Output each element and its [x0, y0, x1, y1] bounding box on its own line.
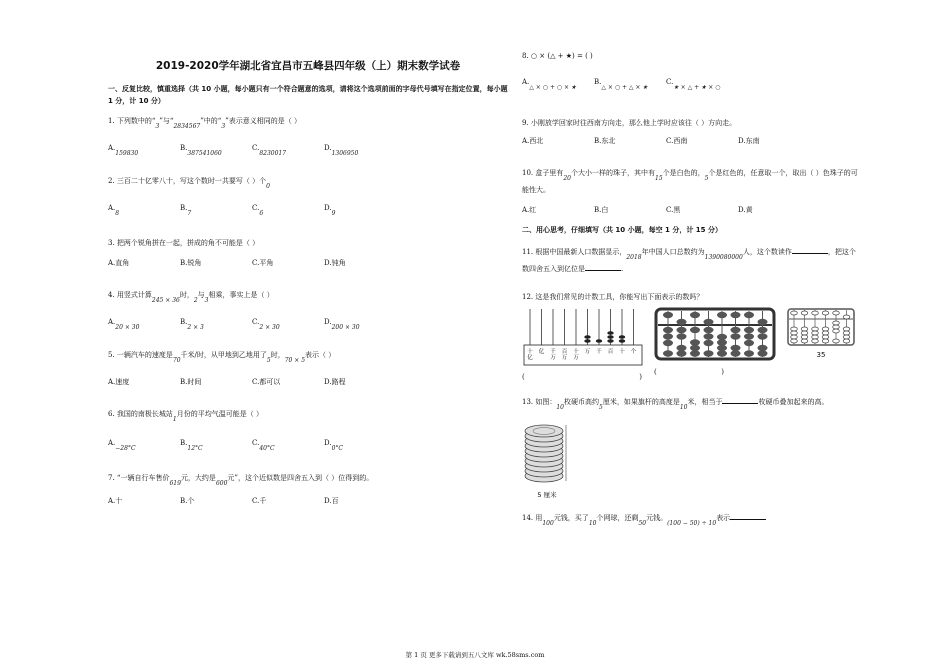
q6-option-c[interactable]: C.40°C	[252, 439, 275, 452]
right-column	[522, 50, 862, 525]
abacus-small-bead	[812, 327, 819, 331]
counter-bead	[584, 335, 590, 339]
abacus-small-bead	[801, 335, 808, 339]
section2-heading: 二、用心思考，仔细填写（共 10 小题，每空 1 分，计 15 分）	[522, 226, 722, 234]
question-2	[108, 175, 508, 215]
abacus-bead	[744, 312, 754, 318]
abacus-small-bead	[822, 311, 829, 315]
q4-option-a[interactable]: A.20 × 30	[108, 318, 140, 331]
q2-option-c[interactable]: C.6	[252, 204, 264, 217]
question-14-stem: 14. 用100元钱，买了10个网球，还剩50元钱。(100 − 50) ÷ 10表示	[522, 511, 862, 525]
q5-option-c[interactable]: C.都可以	[252, 378, 281, 386]
q11-blank-reading[interactable]	[792, 245, 828, 254]
q3-option-a[interactable]: A.直角	[108, 259, 130, 267]
q7-option-a[interactable]: A.十	[108, 497, 123, 505]
page-title: 2019-2020学年湖北省宜昌市五峰县四年级（上）期末数学试卷	[155, 60, 461, 72]
abacus-bead	[717, 350, 727, 356]
abacus-small-bead	[843, 327, 850, 331]
abacus-small-bead	[801, 339, 808, 343]
q8-option-b[interactable]: B.△ × ○ + △ × ★	[594, 78, 648, 91]
abacus-small-bead	[833, 325, 840, 329]
abacus-small-bead	[801, 311, 808, 315]
question-12-stem: 12. 这是我们常见的计数工具，你能写出下面表示的数吗？	[522, 293, 704, 301]
left-column	[108, 50, 508, 507]
abacus-bead	[758, 327, 768, 333]
abacus-bead	[690, 345, 700, 351]
abacus-large-figure	[654, 307, 776, 376]
question-9	[522, 117, 862, 147]
question-3	[108, 237, 508, 269]
abacus-small-bead	[801, 331, 808, 335]
abacus-bead	[717, 334, 727, 340]
q9-option-d[interactable]: D.东南	[738, 137, 760, 145]
abacus-small-bead	[791, 331, 798, 335]
question-3-stem: 3. 把两个锐角拼在一起，拼成的角不可能是（ ）	[108, 239, 260, 247]
counting-tools	[522, 307, 862, 381]
counter-label: 十亿	[527, 349, 533, 361]
abacus-bead	[663, 340, 673, 346]
counter-label: 亿	[538, 349, 545, 355]
q3-option-d[interactable]: D.钝角	[324, 259, 346, 267]
abacus-bead	[677, 333, 687, 339]
q1-text-c: ”中的“	[200, 117, 222, 125]
question-12	[522, 291, 862, 381]
q4-option-c[interactable]: C.2 × 30	[252, 318, 280, 331]
counter-label: 个	[630, 349, 637, 355]
q10-option-a[interactable]: A.红	[522, 206, 537, 214]
q13-blank[interactable]	[722, 395, 758, 404]
abacus-bead	[704, 319, 714, 325]
abacus-bead	[704, 333, 714, 339]
counter-label: 千万	[550, 349, 556, 361]
q3-option-b[interactable]: B.锐角	[180, 259, 202, 267]
coin	[525, 425, 563, 437]
q10-option-c[interactable]: C.黑	[666, 206, 681, 214]
abacus-bead	[677, 350, 687, 356]
q10-option-b[interactable]: B.白	[594, 206, 609, 214]
abacus-small-bead	[791, 339, 798, 343]
q1-n2: 2834567	[173, 123, 201, 130]
question-5	[108, 349, 508, 388]
counter-label: 百万	[561, 349, 568, 361]
abacus-bead	[717, 312, 727, 318]
abacus-bead	[677, 319, 687, 325]
abacus-small-bead	[822, 327, 829, 331]
counter-bead	[619, 339, 625, 343]
question-5-stem: 5. 一辆汽车的速度是70千米/时，从甲地到乙地用了5时，70 × 5表示（ ）	[108, 351, 336, 364]
counter-board	[522, 307, 644, 367]
q4-option-d[interactable]: D.200 × 30	[324, 318, 360, 331]
abacus-bead	[731, 312, 741, 318]
question-5-options	[108, 376, 508, 388]
question-8-options	[522, 76, 862, 89]
abacus-bead	[731, 345, 741, 351]
question-7-options	[108, 495, 508, 507]
abacus-bead	[677, 345, 687, 351]
abacus-answer-paren[interactable]: ( )	[654, 368, 724, 376]
abacus-small-bead	[843, 339, 850, 343]
counter-bead	[584, 339, 590, 343]
q10-option-d[interactable]: D.黄	[738, 206, 753, 214]
counter-bead	[607, 339, 613, 343]
question-6-stem: 6. 我国的南极长城站1月份的平均气温可能是（ ）	[108, 410, 263, 423]
q11-blank-rounded[interactable]	[585, 262, 621, 271]
q7-option-b[interactable]: B.个	[180, 497, 195, 505]
question-8-stem: 8. ○ × (△ + ★) = ( )	[522, 52, 593, 60]
q4-option-b[interactable]: B.2 × 3	[180, 318, 204, 331]
question-10-options	[522, 204, 862, 216]
abacus-bead	[758, 345, 768, 351]
abacus-small-bead	[812, 335, 819, 339]
q8-option-c[interactable]: C.★ × △ + ★ × ○	[666, 78, 721, 91]
counter-label: 十万	[573, 349, 579, 361]
abacus-bead	[744, 350, 754, 356]
q3-option-c[interactable]: C.平角	[252, 259, 274, 267]
abacus-small-bead	[833, 311, 840, 315]
coin-stack-figure	[522, 415, 572, 503]
q9-option-b[interactable]: B.东北	[594, 137, 616, 145]
q9-option-c[interactable]: C.西南	[666, 137, 688, 145]
q1-n1: 3	[155, 123, 160, 130]
q2-option-b[interactable]: B.7	[180, 204, 192, 217]
counter-bead	[607, 335, 613, 339]
question-4-stem: 4. 用竖式计算245 × 36时，2与3相乘，事实上是（ ）	[108, 291, 274, 304]
abacus-bead	[731, 327, 741, 333]
q5-option-a[interactable]: A.速度	[108, 378, 130, 386]
abacus-large	[654, 307, 776, 362]
q6-option-a[interactable]: A.−28°C	[108, 439, 136, 452]
question-13-stem: 13. 如图：10枚硬币高约5厘米，如果旗杆的高度是10米，相当于 枚硬币叠加起来的高。	[522, 395, 862, 409]
abacus-small-bead	[833, 321, 840, 325]
abacus-bead	[690, 327, 700, 333]
page-footer: 第 1 页 更多下载请到五八文库 wk.58sms.com	[405, 651, 545, 659]
q5-option-d[interactable]: D.路程	[324, 378, 346, 386]
abacus-small-bead	[801, 327, 808, 331]
abacus-bead	[690, 339, 700, 345]
counter-board-figure	[522, 307, 644, 381]
abacus-bead	[731, 333, 741, 339]
q5-option-b[interactable]: B.时间	[180, 378, 202, 386]
question-6	[108, 408, 508, 450]
abacus-bead	[704, 340, 714, 346]
abacus-bead	[663, 333, 673, 339]
counter-bead	[596, 339, 602, 343]
counter-bead	[619, 335, 625, 339]
abacus-bead	[717, 339, 727, 345]
q1-text-a: 1. 下列数中的“	[108, 117, 156, 125]
q1-option-b[interactable]: B.387541060	[180, 144, 222, 157]
question-4-options	[108, 316, 508, 329]
abacus-bead	[663, 312, 673, 318]
q1-text-d: ”表示意义相同的是（ ）	[225, 117, 302, 125]
q7-option-c[interactable]: C.千	[252, 497, 267, 505]
abacus-bead	[758, 319, 768, 325]
question-9-stem: 9. 小刚放学回家时往西南方向走，那么他上学时应该往（ ）方向走。	[522, 119, 737, 127]
abacus-bead	[677, 327, 687, 333]
abacus-small-bead	[812, 331, 819, 335]
abacus-bead	[744, 340, 754, 346]
question-13	[522, 395, 862, 503]
question-9-options	[522, 135, 862, 147]
abacus-small-bead	[843, 331, 850, 335]
abacus-small-bead	[833, 339, 840, 343]
abacus-small-bead	[822, 339, 829, 343]
q7-option-d[interactable]: D.百	[324, 497, 339, 505]
q1-option-a[interactable]: A.159830	[108, 144, 139, 157]
coin-caption: 5 厘米	[537, 491, 557, 499]
q1-n3: 3	[221, 123, 226, 130]
abacus-bead	[717, 345, 727, 351]
question-1	[108, 115, 508, 155]
counter-label: 千	[596, 349, 602, 355]
abacus-small-caption: 35	[816, 351, 826, 359]
q6-option-b[interactable]: B.12°C	[180, 439, 203, 452]
counter-label: 百	[607, 349, 614, 355]
abacus-small-figure	[786, 307, 856, 359]
question-1-options	[108, 142, 508, 155]
q8-option-a[interactable]: A.△ × ○ + ○ × ★	[522, 78, 577, 91]
question-14	[522, 511, 862, 525]
question-10	[522, 165, 862, 216]
abacus-bead	[744, 327, 754, 333]
question-3-options	[108, 257, 508, 269]
abacus-bead	[663, 350, 673, 356]
abacus-small	[786, 307, 856, 347]
abacus-small-bead	[791, 327, 798, 331]
abacus-small-bead	[843, 335, 850, 339]
abacus-bead	[704, 350, 714, 356]
q2-option-a[interactable]: A.8	[108, 204, 120, 217]
counter-answer-paren[interactable]: ( )	[522, 373, 642, 381]
abacus-bead	[704, 327, 714, 333]
q1-option-d[interactable]: D.1306950	[324, 144, 359, 157]
counter-bead	[607, 331, 613, 335]
abacus-bead	[663, 327, 673, 333]
question-10-stem: 10. 盒子里有20个大小一样的珠子，其中有15个是白色的，5个是红色的，任意取一个，取出（ ）色珠子的可能性大。	[522, 169, 858, 194]
abacus-small-bead	[791, 311, 798, 315]
abacus-small-bead	[812, 311, 819, 315]
question-8	[522, 50, 862, 89]
question-11	[522, 244, 862, 277]
q2-option-d[interactable]: D.9	[324, 204, 336, 217]
abacus-bead	[731, 350, 741, 356]
coin-stack	[522, 415, 572, 499]
abacus-bead	[744, 333, 754, 339]
question-11-stem: 11. 根据中国最新人口数据显示，2018年中国人口总数约为1390080000人，这个数读作 ，把这个数四舍五入到亿位是 .	[522, 244, 862, 277]
abacus-small-bead	[812, 339, 819, 343]
q8-expression: ○ × (△ + ★) = ( )	[530, 52, 593, 60]
abacus-bead	[758, 333, 768, 339]
question-2-options	[108, 202, 508, 215]
question-6-options	[108, 437, 508, 450]
abacus-bead	[758, 350, 768, 356]
abacus-small-bead	[822, 331, 829, 335]
question-4	[108, 289, 508, 329]
question-7	[108, 472, 508, 507]
counter-label: 十	[619, 349, 625, 355]
counter-label: 万	[584, 349, 591, 355]
abacus-bead	[690, 312, 700, 318]
question-1-stem	[108, 115, 508, 128]
abacus-small-bead	[791, 335, 798, 339]
q1-text-b: ”与“	[159, 117, 174, 125]
abacus-bead	[690, 350, 700, 356]
q14-blank[interactable]	[730, 511, 766, 520]
section1-heading: 一、反复比较，慎重选择（共 10 小题，每小题只有一个符合题意的选项，请将这个选项前面的字母代号填写在指定位置，每小题 1 分，计 10 分）	[108, 85, 508, 105]
q1-option-c[interactable]: C.8230017	[252, 144, 287, 157]
question-7-stem: 7. “一辆自行车售价619元，大约是600元”，这个近似数是四舍五入到（ ）位得到的。	[108, 474, 374, 487]
abacus-small-bead	[843, 315, 850, 319]
abacus-small-bead	[822, 335, 829, 339]
q9-option-a[interactable]: A.西北	[522, 137, 544, 145]
abacus-small-bead	[833, 329, 840, 333]
question-2-stem: 2. 三百二十亿零八十，写这个数时一共要写（ ）个0	[108, 177, 270, 190]
q6-option-d[interactable]: D.0°C	[324, 439, 344, 452]
